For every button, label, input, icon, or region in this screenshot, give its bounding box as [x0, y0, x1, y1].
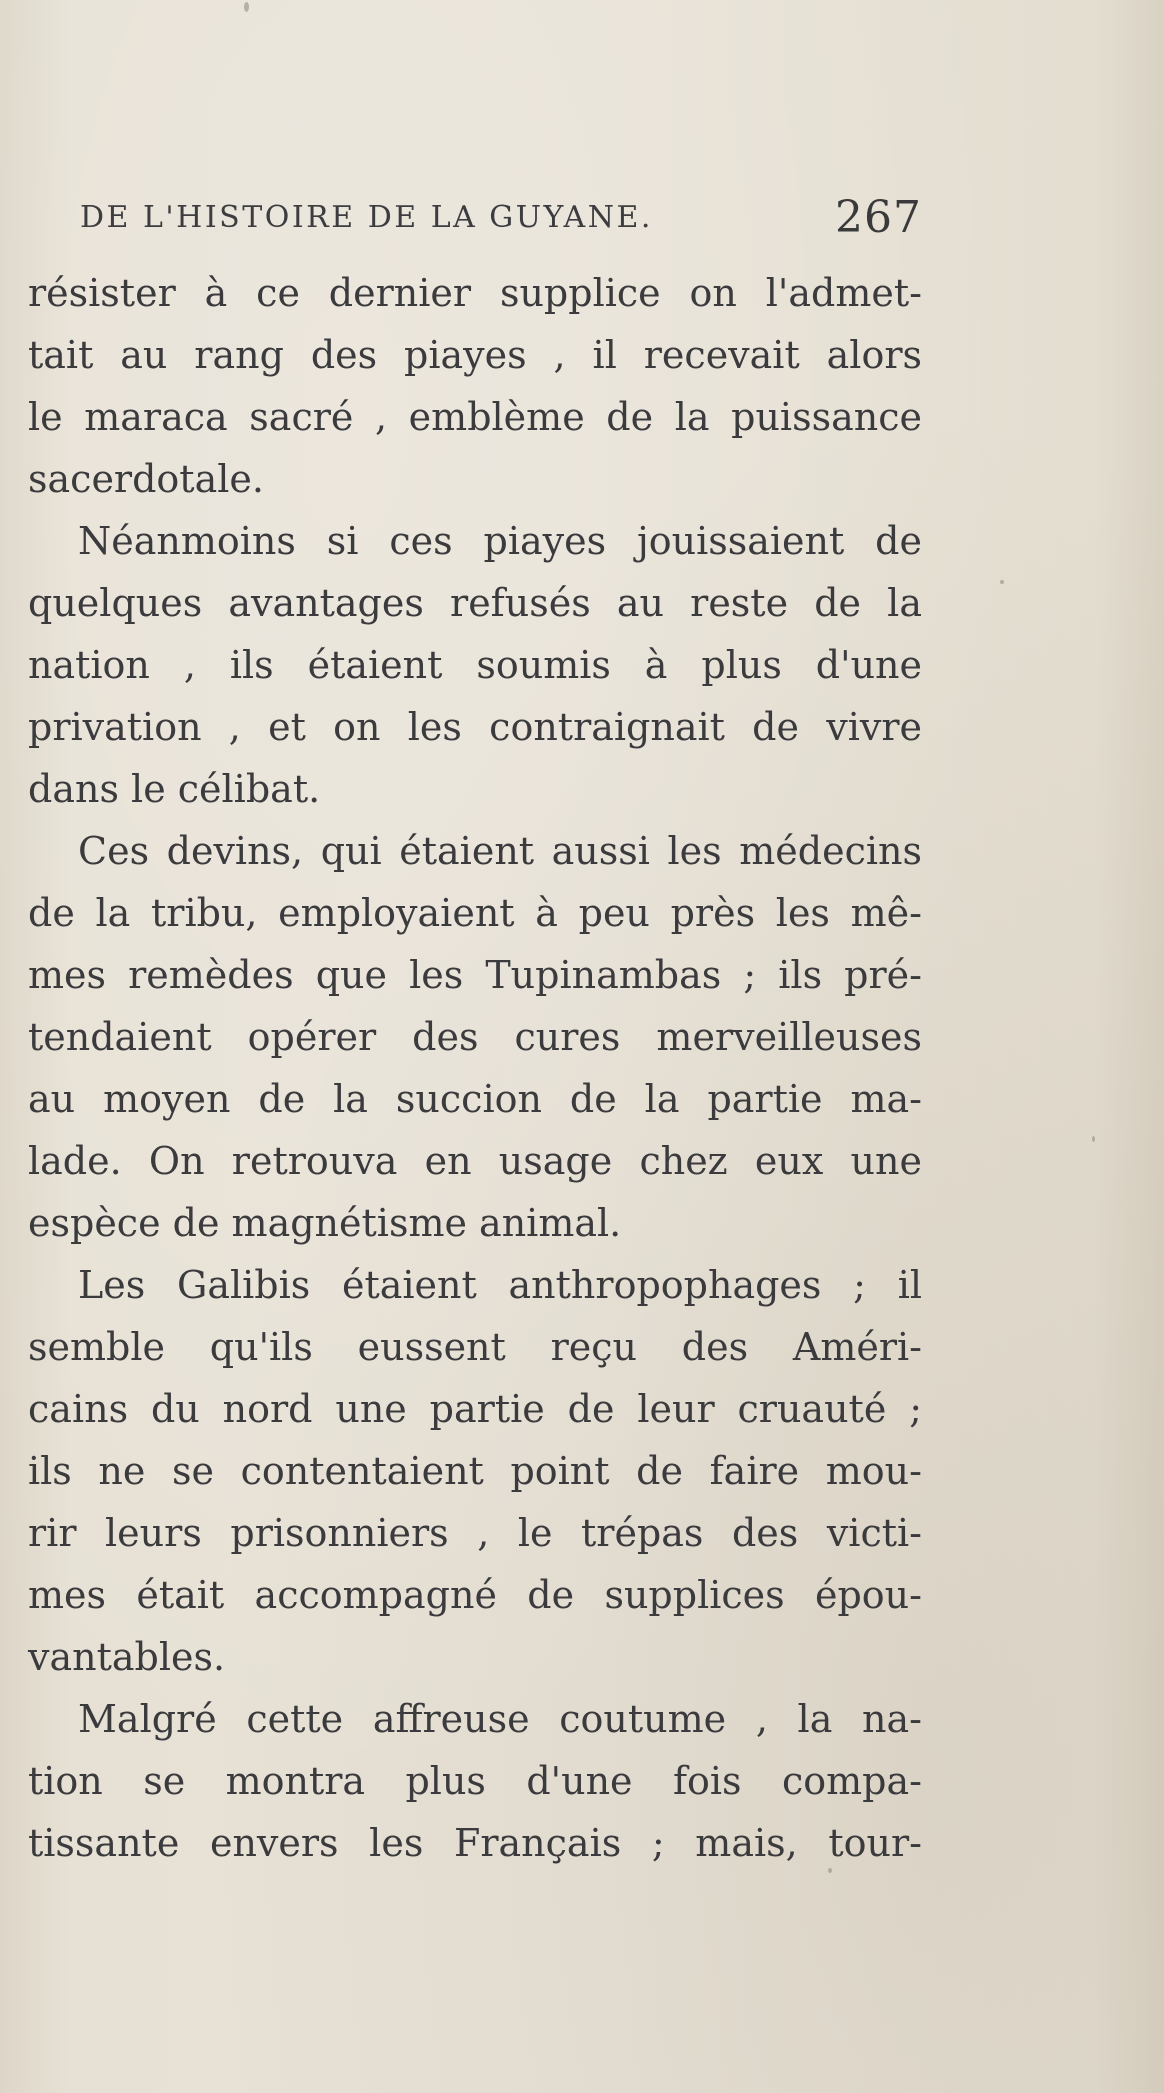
- text-line: tissante envers les Français ; mais, tour-: [28, 1821, 922, 1865]
- text-line: mes était accompagné de supplices épou-: [28, 1573, 922, 1617]
- text-line: ils ne se contentaient point de faire mou-: [28, 1449, 922, 1493]
- page-number: 267: [835, 192, 922, 243]
- text-line: lade. On retrouva en usage chez eux une: [28, 1139, 922, 1183]
- text-line: rir leurs prisonniers , le trépas des victi-: [28, 1511, 922, 1555]
- text-line: Les Galibis étaient anthropophages ; il: [78, 1263, 922, 1307]
- paper-speck: [244, 2, 249, 12]
- text-line: le maraca sacré , emblème de la puissance: [28, 395, 922, 439]
- text-line: résister à ce dernier supplice on l'admet-: [28, 271, 922, 315]
- text-line: au moyen de la succion de la partie ma-: [28, 1077, 922, 1121]
- text-line: vantables.: [28, 1635, 226, 1679]
- text-line: cains du nord une partie de leur cruauté ;: [28, 1387, 922, 1431]
- body-text: [28, 262, 958, 1874]
- text-line: quelques avantages refusés au reste de la: [28, 581, 922, 625]
- paragraph: [28, 262, 958, 510]
- text-line: tendaient opérer des cures merveilleuses: [28, 1015, 922, 1059]
- paragraph: [28, 510, 958, 820]
- text-line: espèce de magnétisme animal.: [28, 1201, 622, 1245]
- paragraph: [28, 1688, 958, 1874]
- text-line: tion se montra plus d'une fois compa-: [28, 1759, 922, 1803]
- paper-speck: [1000, 580, 1004, 584]
- text-line: nation , ils étaient soumis à plus d'une: [28, 643, 922, 687]
- running-title: DE L'HISTOIRE DE LA GUYANE.: [80, 200, 653, 235]
- text-line: privation , et on les contraignait de vivre: [28, 705, 922, 749]
- text-line: sacerdotale.: [28, 457, 264, 501]
- text-line: Malgré cette affreuse coutume , la na-: [78, 1697, 922, 1741]
- text-line: tait au rang des piayes , il recevait alors: [28, 333, 922, 377]
- text-line: de la tribu, employaient à peu près les mê-: [28, 891, 922, 935]
- running-head: [80, 190, 922, 250]
- text-line: semble qu'ils eussent reçu des Améri-: [28, 1325, 922, 1369]
- text-line: dans le célibat.: [28, 767, 321, 811]
- text-line: Ces devins, qui étaient aussi les médecins: [78, 829, 922, 873]
- paragraph: [28, 1254, 958, 1688]
- text-line: mes remèdes que les Tupinambas ; ils pré-: [28, 953, 922, 997]
- paragraph: [28, 820, 958, 1254]
- text-line: Néanmoins si ces piayes jouissaient de: [78, 519, 922, 563]
- paper-speck: [1092, 1136, 1095, 1142]
